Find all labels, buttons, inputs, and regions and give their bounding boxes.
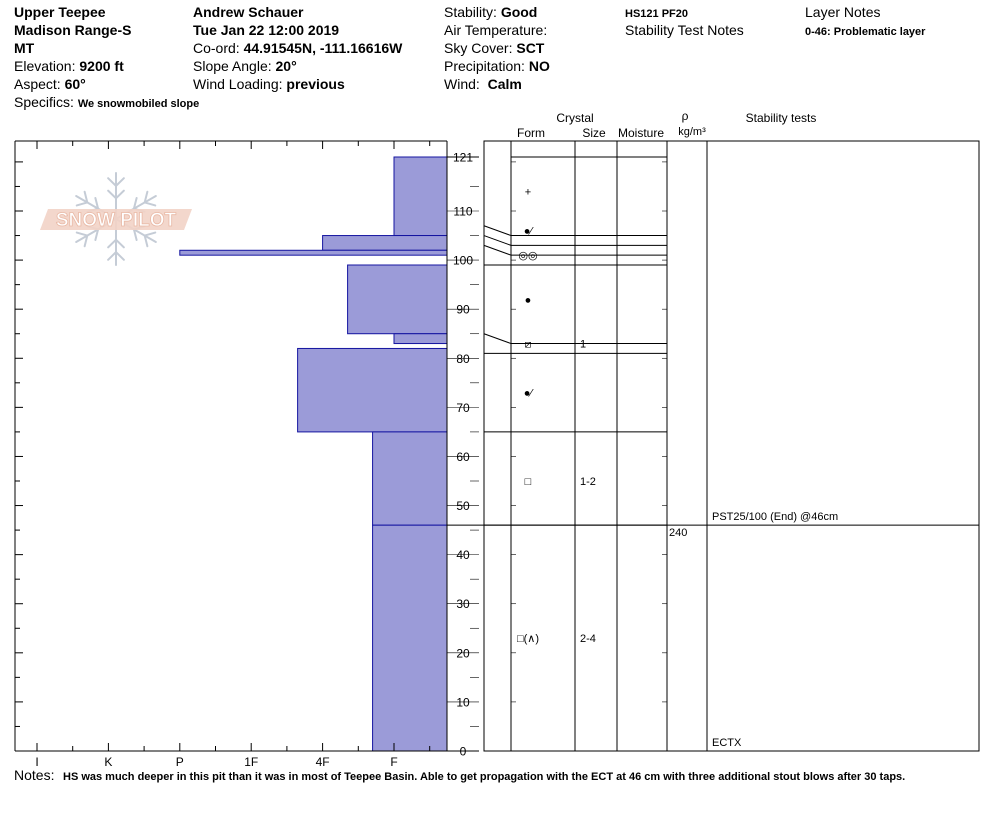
depth-tick-label: 70 (456, 400, 470, 415)
wind: Wind: Calm (444, 76, 522, 92)
moisture-header: Moisture (617, 126, 665, 140)
snowflake-branch (145, 202, 156, 205)
crystal-form: ⧄ (524, 338, 532, 351)
form-header: Form (517, 126, 545, 140)
logo-text: SNOW PILOT (55, 210, 177, 231)
layer-table (447, 141, 979, 751)
crystal-form: ● (524, 294, 532, 307)
density-symbol-header: ρ (681, 109, 689, 123)
aspect: Aspect: 60° (14, 76, 86, 92)
boundary-connector (484, 245, 511, 255)
precipitation: Precipitation: NO (444, 58, 550, 74)
crystal-header: Crystal (556, 111, 594, 125)
crystal-form: + (524, 186, 532, 199)
depth-tick-label: 80 (456, 351, 470, 366)
depth-tick-label: 110 (453, 204, 473, 219)
snowflake-branch (77, 233, 88, 236)
size-header: Size (582, 126, 606, 140)
hardness-tick-label: P (175, 755, 184, 769)
snowflake-branch (145, 233, 156, 236)
wind-loading: Wind Loading: previous (193, 76, 345, 92)
stability-test-notes-title: Stability Test Notes (625, 22, 744, 38)
crystal-size: 1 (580, 338, 587, 351)
snowflake-branch (116, 191, 124, 199)
elevation: Elevation: 9200 ft (14, 58, 124, 74)
stability-tests-header: Stability tests (745, 111, 817, 125)
boundary-connector (484, 236, 511, 246)
hardness-bar (373, 525, 447, 751)
layer-notes-title: Layer Notes (805, 4, 881, 20)
crystal-form: ●⁄ (523, 387, 533, 400)
depth-tick-label: 20 (456, 646, 470, 661)
notes-label: Notes: (14, 767, 55, 783)
crystal-size: 2-4 (580, 633, 596, 646)
hardness-bar (394, 157, 447, 236)
hardness-tick-label: 1F (244, 755, 259, 769)
snowflake-branch (108, 252, 116, 260)
depth-tick-label: 50 (456, 499, 470, 514)
crystal-form: ◎◎ (518, 250, 538, 263)
density-value: 240 (669, 527, 688, 539)
hardness-tick-label: I (35, 755, 39, 769)
hardness-bar (180, 250, 447, 255)
air-temperature: Air Temperature: (444, 22, 548, 38)
density-unit-header: kg/m³ (678, 126, 706, 138)
boundary-connector (484, 334, 511, 344)
coordinates: Co-ord: 44.91545N, -111.16616W (193, 40, 403, 56)
crystal-form: ●⁄ (523, 225, 533, 238)
location-name: Upper Teepee (14, 4, 106, 20)
crystal-size: 1-2 (580, 476, 596, 488)
notes-text: HS was much deeper in this pit than it was in most of Teepee Basin. Able to get propagation with the ECT at 46 cm with three additional stout blows after 30 taps. (63, 771, 906, 783)
depth-tick-label: 121 (452, 150, 474, 165)
snowflake-branch (108, 178, 116, 186)
hardness-bars (180, 157, 447, 751)
hardness-bar (298, 348, 447, 431)
hardness-bar (394, 334, 447, 344)
crystal-form: □(∧) (516, 633, 540, 646)
depth-tick-label: 60 (456, 449, 470, 464)
table-frame (484, 141, 979, 751)
hardness-tick-label: F (390, 755, 398, 769)
sky-cover: Sky Cover: SCT (444, 40, 545, 56)
snowflake-branch (116, 178, 124, 186)
depth-tick-label: 0 (459, 744, 467, 759)
depth-tick-label: 100 (452, 253, 474, 268)
crystal-form: □ (524, 476, 532, 488)
layer-note: 0-46: Problematic layer (805, 26, 926, 38)
snowflake-branch (108, 240, 116, 248)
observation-datetime: Tue Jan 22 12:00 2019 (193, 22, 340, 38)
depth-tick-label: 10 (456, 695, 470, 710)
stability-test-result: ECTX (712, 737, 742, 749)
range-name: Madison Range-S (14, 22, 132, 38)
depth-tick-label: 40 (456, 548, 470, 563)
observer-name: Andrew Schauer (193, 4, 304, 20)
snowpilot-logo (40, 173, 192, 265)
snowflake-branch (77, 202, 88, 205)
hardness-tick-label: 4F (315, 755, 330, 769)
hs-pf-summary: HS121 PF20 (625, 8, 688, 20)
hardness-bar (323, 236, 447, 251)
stability-rating: Stability: Good (444, 4, 538, 20)
snowflake-branch (108, 191, 116, 199)
depth-tick-label: 30 (456, 597, 470, 612)
hardness-bar (348, 265, 447, 334)
boundary-connector (484, 226, 511, 236)
snowflake-branch (116, 252, 124, 260)
specifics: Specifics: We snowmobiled slope (14, 94, 200, 110)
hardness-bar (373, 432, 447, 525)
state-name: MT (14, 40, 35, 56)
depth-tick-label: 90 (456, 302, 470, 317)
slope-angle: Slope Angle: 20° (193, 58, 297, 74)
hardness-tick-label: K (104, 755, 113, 769)
stability-test-result: PST25/100 (End) @46cm (712, 511, 839, 524)
snowflake-branch (116, 240, 124, 248)
